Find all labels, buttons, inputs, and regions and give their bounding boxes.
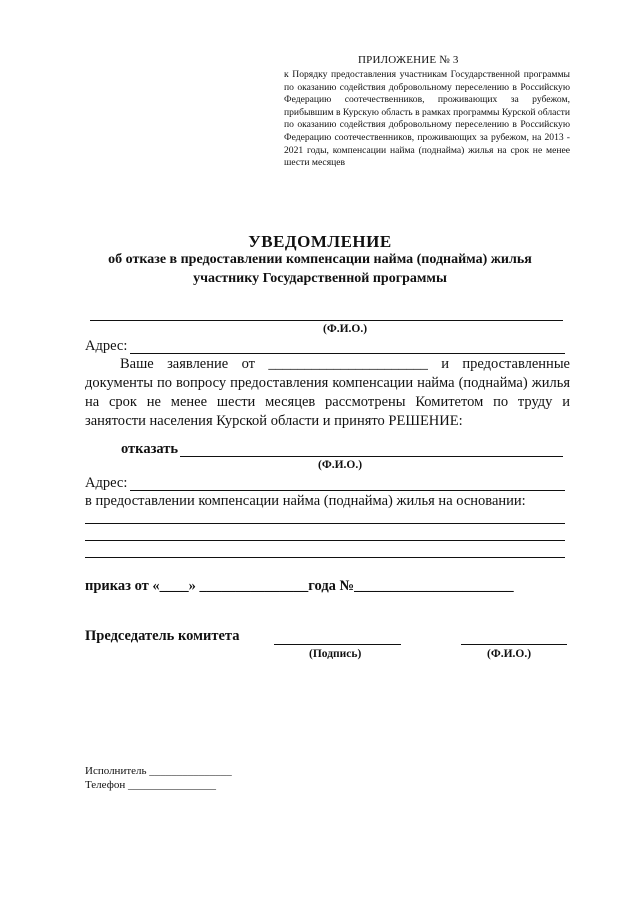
order-line: приказ от «____» _______________года №______________________ xyxy=(85,578,514,594)
chairman-label: Председатель комитета xyxy=(85,628,240,644)
basis-line-3[interactable] xyxy=(85,557,565,558)
address-line[interactable] xyxy=(130,353,565,354)
phone-label: Телефон ________________ xyxy=(85,779,216,791)
basis-line-2[interactable] xyxy=(85,540,565,541)
basis-line-1[interactable] xyxy=(85,523,565,524)
address-line-2[interactable] xyxy=(130,490,565,491)
appendix-text: к Порядку предоставления участникам Государственной программы по оказанию содействия добровольному переселению в Российскую Федерацию соотечественников, проживающих за рубежом, прибывшим в Курскую область в рамках программы Курской области по оказанию содействия добровольному переселению в Российскую Федерацию соотечественников, проживающих за рубежом, на 2013 - 2021 годы, компенсации найма (поднайма) жилья на срок не менее шести месяцев xyxy=(284,69,570,169)
fio-caption: (Ф.И.О.) xyxy=(323,323,368,335)
signature-line[interactable] xyxy=(274,644,401,645)
chairman-fio-line[interactable] xyxy=(461,644,567,645)
fio-line[interactable] xyxy=(90,320,563,321)
notice-subtitle-line1: об отказе в предоставлении компенсации найма (поднайма) жилья xyxy=(108,252,532,267)
refuse-fio-caption: (Ф.И.О.) xyxy=(318,459,363,471)
notice-subtitle-line2: участнику Государственной программы xyxy=(193,271,447,286)
chairman-fio-caption: (Ф.И.О.) xyxy=(487,648,532,660)
signature-caption: (Подпись) xyxy=(309,648,362,660)
refuse-label: отказать xyxy=(121,441,179,457)
notice-title: УВЕДОМЛЕНИЕ xyxy=(248,232,392,251)
address-label-2: Адрес: xyxy=(85,475,128,491)
refuse-fio-line[interactable] xyxy=(180,456,563,457)
basis-text: в предоставлении компенсации найма (поднайма) жилья на основании: xyxy=(85,493,526,509)
statement-paragraph: Ваше заявление от ______________________ и предоставленные документы по вопросу предоставления компенсации найма (поднайма) жилья на срок не менее шести месяцев рассмотрены Комитетом по труду и занятости населения Курской области и принято РЕШЕНИЕ: xyxy=(85,356,570,429)
appendix-title: ПРИЛОЖЕНИЕ № 3 xyxy=(358,54,459,66)
executor-label: Исполнитель _______________ xyxy=(85,765,232,777)
address-label: Адрес: xyxy=(85,338,128,354)
